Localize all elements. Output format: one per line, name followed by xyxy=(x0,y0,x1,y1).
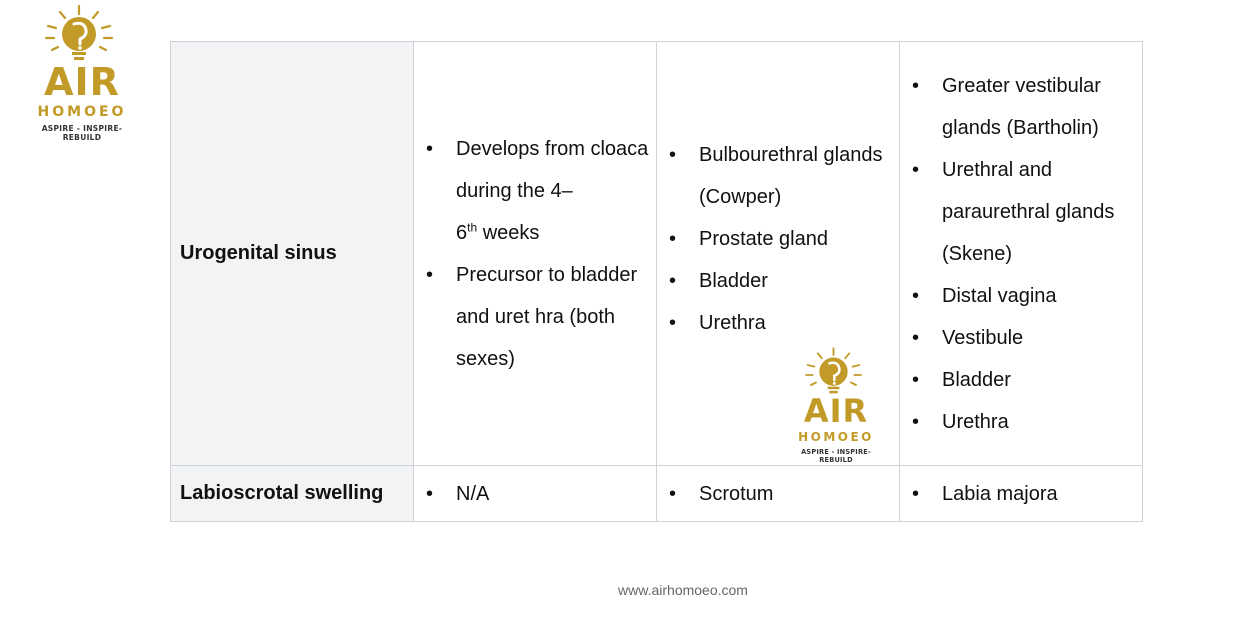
footer-url: www.airhomoeo.com xyxy=(618,582,748,598)
female-cell xyxy=(900,42,1143,466)
bulb-icon xyxy=(786,344,886,396)
male-list xyxy=(657,473,899,515)
logo-sub: HOMOEO xyxy=(37,104,127,120)
list-item: • Vestibule xyxy=(908,317,1142,359)
logo-name: AIR xyxy=(44,60,120,104)
weeks-text: 6th weeks xyxy=(456,219,540,244)
common-cell xyxy=(414,466,657,522)
common-cell xyxy=(414,42,657,466)
logo-tagline: ASPIRE - INSPIRE- REBUILD xyxy=(801,448,871,464)
list-item: • Bladder xyxy=(665,260,899,302)
table-row xyxy=(171,466,1143,522)
table-row xyxy=(171,42,1143,466)
male-cell xyxy=(657,466,900,522)
male-list xyxy=(657,134,899,344)
list-item: • Labia majora xyxy=(908,473,1142,515)
structure-cell xyxy=(171,42,414,466)
logo-tagline: ASPIRE - INSPIRE- REBUILD xyxy=(41,124,123,142)
list-item: • Bladder xyxy=(908,359,1142,401)
list-item: • Urethral and paraurethral glands (Skene) xyxy=(908,149,1142,275)
female-list xyxy=(900,473,1142,515)
embryology-table xyxy=(170,41,1143,522)
bulb-icon xyxy=(22,2,142,62)
structure-label: Labioscrotal swelling xyxy=(180,482,384,504)
list-item: • Scrotum xyxy=(665,473,899,515)
structure-label: Urogenital sinus xyxy=(180,242,337,264)
female-list xyxy=(900,65,1142,443)
list-item: • Bulbourethral glands (Cowper) xyxy=(665,134,899,218)
list-item: • Urethra xyxy=(908,401,1142,443)
watermark-logo xyxy=(786,344,886,462)
brand-logo xyxy=(22,2,142,142)
list-item: • Distal vagina xyxy=(908,275,1142,317)
logo-name: AIR xyxy=(803,392,869,430)
common-list xyxy=(414,473,656,515)
list-item: • Develops from cloaca during the 4– 6th weeks xyxy=(422,128,656,254)
list-item: • Prostate gland xyxy=(665,218,899,260)
structure-cell xyxy=(171,466,414,522)
female-cell xyxy=(900,466,1143,522)
list-item: • Urethra xyxy=(665,302,899,344)
logo-sub: HOMOEO xyxy=(798,430,874,444)
list-item: • Greater vestibular glands (Bartholin) xyxy=(908,65,1142,149)
list-item: • N/A xyxy=(422,473,656,515)
list-item: • Precursor to bladder and uret hra (both sexes) xyxy=(422,254,656,380)
common-list xyxy=(414,128,656,380)
